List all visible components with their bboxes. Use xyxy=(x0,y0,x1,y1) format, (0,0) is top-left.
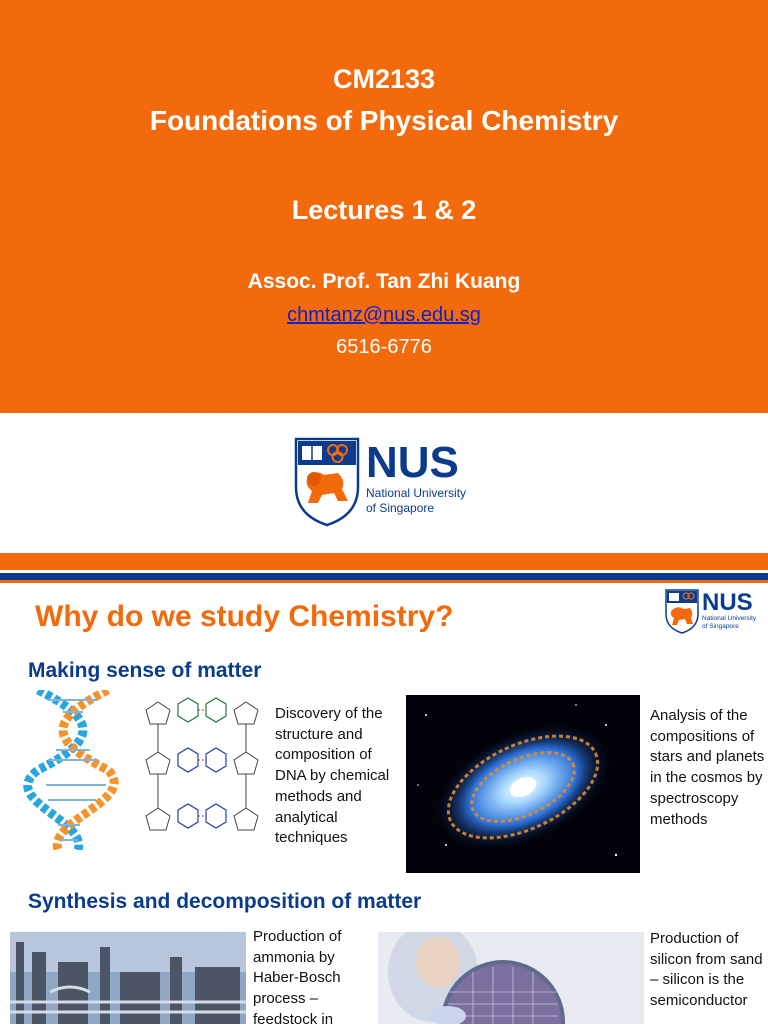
section-heading-synthesis: Synthesis and decomposition of matter xyxy=(28,890,422,913)
nus-logo xyxy=(294,437,484,527)
nus-logo-line1: National University xyxy=(366,486,467,500)
nus-crest-icon xyxy=(296,439,358,525)
nus-logo-line2: of Singapore xyxy=(702,623,739,630)
course-title: Foundations of Physical Chemistry xyxy=(149,105,619,136)
spiral-galaxy-image xyxy=(406,695,640,873)
silicon-description: Production of silicon from sand – silicon is the semiconductor xyxy=(650,930,763,1010)
nus-logo-wordmark: NUS xyxy=(702,589,753,616)
lecturer-email-link[interactable]: chmtanz@nus.edu.sg xyxy=(287,304,481,326)
title-slide-bottom-bar xyxy=(0,553,768,570)
dna-description: Discovery of the structure and composition of DNA by chemical methods and analytical techniques xyxy=(275,705,390,847)
dna-base-pair-structure-image xyxy=(130,688,272,852)
nus-logo-line1: National University xyxy=(702,615,757,622)
stars-description: Analysis of the compositions of stars and planets in the cosmos by spectroscopy methods xyxy=(650,707,765,828)
lecturer-name: Assoc. Prof. Tan Zhi Kuang xyxy=(247,270,521,293)
lectures-label: Lectures 1 & 2 xyxy=(291,195,477,225)
slide-title: Why do we study Chemistry? xyxy=(35,600,454,633)
course-code: CM2133 xyxy=(332,64,436,94)
silicon-wafer-image xyxy=(378,932,644,1024)
nus-logo-wordmark: NUS xyxy=(366,438,459,487)
section-heading-matter: Making sense of matter xyxy=(28,659,262,682)
ammonia-description: Production of ammonia by Haber-Bosch process – feedstock in xyxy=(253,928,342,1028)
nus-crest-icon xyxy=(666,590,698,633)
lecturer-phone: 6516-6776 xyxy=(336,336,432,358)
content-slide xyxy=(0,570,768,1028)
header-bar-blue xyxy=(0,573,768,580)
ammonia-plant-image xyxy=(10,932,246,1024)
nus-logo-line2: of Singapore xyxy=(366,501,435,515)
nus-logo-small xyxy=(664,588,762,634)
dna-helix-image xyxy=(18,690,128,850)
header-bar-orange xyxy=(0,580,768,583)
